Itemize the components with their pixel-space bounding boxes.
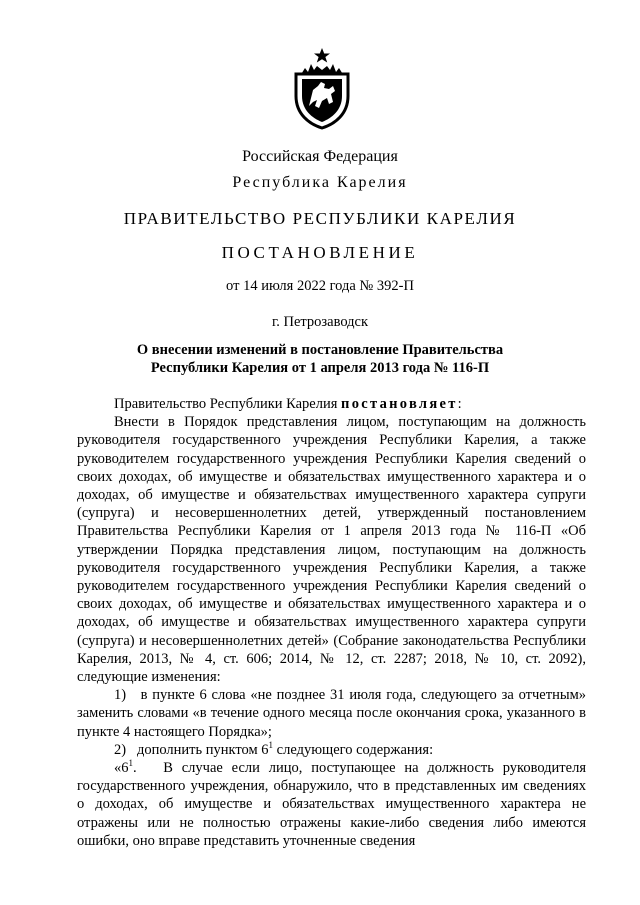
item-2-paragraph [77,741,586,759]
republic-name: Республика Карелия [232,174,408,191]
item-1-paragraph: 1) в пункте 6 слова «не позднее 31 июля года, следующего за отчетным» заменить словами «в течение одного месяца после окончания срока, указанного в пункте 4 настоящего Порядка»; [77,687,586,740]
document-body [77,395,586,850]
main-paragraph: Внести в Порядок представления лицом, поступающим на должность руководителя государственного учреждения Республики Карелия, а также руководителем государственного учреждения Республики Карелия сведений о своих доходах, об имуществе и обязательствах имущественного характера и о доходах, об имуществе и обязательствах имущественного характера супруги (супруга) и несовершеннолетних детей, утвержденный постановлением Правительства Республики Карелия от 1 апреля 2013 года № 116-П «Об утверждении Порядка представления лицом, поступающим на должность руководителя государственного учреждения Республики Карелия, а также руководителем государственного учреждения Республики Карелия сведений о своих доходах, об имуществе и обязательствах имущественного характера и о доходах, об имуществе и обязательствах имущественного характера супруги (супруга) и несовершеннолетних детей» (Собрание законодательства Республики Карелия, 2013, № 4, ст. 606; 2014, № 12, ст. 2287; 2018, № 10, ст. 2092), следующие изменения: [77,414,586,686]
subject-line-2: Республики Карелия от 1 апреля 2013 года № 116-П [150,360,490,376]
document-city: г. Петрозаводск [271,314,369,330]
subject-line-1: О внесении изменений в постановление Правительства [136,342,504,358]
karelia-coat-of-arms-icon [291,46,353,130]
intro-keyword: постановляет [341,396,458,412]
intro-suffix: : [457,396,462,412]
item-3-superscript: 1 [128,758,133,769]
intro-paragraph [77,395,586,413]
item-2-superscript: 1 [268,740,274,751]
document-subject [0,341,640,377]
item-2-suffix: следующего содержания: [273,741,434,758]
item-3-prefix: «6 [114,760,129,777]
government-title: ПРАВИТЕЛЬСТВО РЕСПУБЛИКИ КАРЕЛИЯ [123,209,517,228]
document-type: ПОСТАНОВЛЕНИЕ [221,243,419,262]
country-name: Российская Федерация [242,148,398,165]
document-date-number: от 14 июля 2022 года № 392-П [226,278,414,294]
item-2-prefix: 2) дополнить пунктом 6 [114,741,269,758]
intro-prefix: Правительство Республики Карелия [114,396,338,412]
item-3-paragraph [77,759,586,850]
item-3-text: . В случае если лицо, поступающее на должность руководителя государственного учреждения, обнаружило, что в представленных им сведениях о доходах, об имуществе и обязательствах имущественного характера не отражены или не полностью отражены какие-либо сведения либо имеются ошибки, оно вправе представить уточненные сведения [77,760,586,849]
